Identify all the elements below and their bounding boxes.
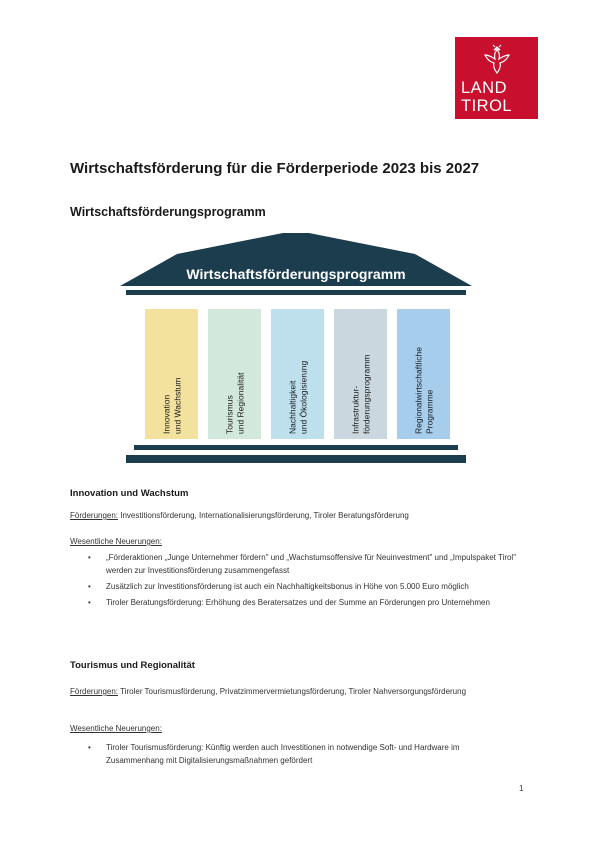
roof-beam (126, 290, 466, 295)
section-neuerungen (70, 535, 530, 548)
pillar-label-line2: und Wachstum (171, 377, 182, 434)
page-subtitle: Wirtschaftsförderungsprogramm (70, 205, 266, 219)
pillar-regionalwirtschaft (397, 309, 450, 439)
section-foerderungen (70, 509, 530, 522)
roof-label: Wirtschaftsförderungsprogramm (186, 266, 406, 282)
eagle-icon (482, 43, 512, 75)
pillar-label-line2: und Regionalität (234, 372, 245, 434)
pillar-label-line1: Infrastruktur- (350, 385, 360, 434)
list-item: • Tiroler Tourismusförderung: Künftig werden auch Investitionen in notwendige Soft- und Hardware im Zusammenhang mit Digitalisierungsmaßnahmen gefördert (88, 743, 460, 765)
program-diagram (120, 231, 472, 465)
bullet-text: Zusätzlich zur Investitionsförderung ist auch ein Nachhaltigkeitsbonus in Höhe von 5.000 Euro möglich (106, 582, 469, 591)
foerderungen-label: Förderungen: (70, 687, 119, 696)
page-number: 1 (519, 784, 524, 793)
page-title: Wirtschaftsförderung für die Förderperiode 2023 bis 2027 (70, 160, 480, 177)
list-item: • Tiroler Beratungsförderung: Erhöhung des Beratersatzes und der Summe an Förderungen pro Unternehmen (88, 598, 490, 607)
pillar-infrastruktur (334, 309, 387, 439)
pillar-nachhaltigkeit (271, 309, 324, 439)
foerderungen-text: Tiroler Tourismusförderung, Privatzimmervermietungsförderung, Tiroler Nahversorgungsförderung (118, 687, 467, 696)
pillar-label-line1: Tourismus (224, 395, 234, 434)
bullet-text: Tiroler Beratungsförderung: Erhöhung des Beratersatzes und der Summe an Förderungen pro Unternehmen (106, 598, 490, 607)
section-heading: Tourismus und Regionalität (70, 660, 195, 671)
base-step-1 (134, 445, 458, 450)
pillar-innovation (145, 309, 198, 439)
base-step-2 (126, 455, 466, 463)
pillar-label-line2: Programme (423, 389, 434, 434)
pillar-label-line1: Innovation (161, 394, 171, 434)
section-heading: Innovation und Wachstum (70, 488, 189, 499)
list-item: • Zusätzlich zur Investitionsförderung ist auch ein Nachhaltigkeitsbonus in Höhe von 5.000 Euro möglich (88, 582, 469, 591)
foerderungen-text: Investitionsförderung, Internationalisierungsförderung, Tiroler Beratungsförderung (118, 511, 409, 520)
section-bullets (88, 741, 518, 770)
neuerungen-label: Wesentliche Neuerungen: (70, 537, 162, 546)
list-item: • „Förderaktionen „Junge Unternehmer fördern" und „Wachstumsoffensive für Neuinvestment" und „Impulspaket Tirol" werden zur Investitionsförderung zusammengefasst (88, 553, 517, 575)
section-neuerungen (70, 722, 530, 735)
section-bullets (88, 551, 518, 612)
roof-top (177, 233, 415, 254)
logo-line-1: LAND (461, 79, 508, 97)
foerderungen-label: Förderungen: (70, 511, 119, 520)
pillar-tourismus (208, 309, 261, 439)
bullet-text: „Förderaktionen „Junge Unternehmer fördern" und „Wachstumsoffensive für Neuinvestment" und „Impulspaket Tirol" werden zur Investitionsförderung zusammengefasst (106, 553, 517, 575)
pillar-label-line2: förderungsprogramm (360, 354, 371, 434)
bullet-text: Tiroler Tourismusförderung: Künftig werden auch Investitionen in notwendige Soft- und Hardware im Zusammenhang mit Digitalisierungsmaßnahmen gefördert (106, 743, 460, 765)
section-foerderungen (70, 685, 530, 698)
land-tirol-logo (455, 37, 538, 119)
pillar-label-line1: Regionalwirtschaftliche (413, 347, 423, 434)
pillar-label-line2: und Ökologisierung (297, 360, 308, 434)
logo-line-2: TIROL (461, 97, 513, 115)
pillar-label-line1: Nachhaltigkeit (287, 380, 297, 434)
neuerungen-label: Wesentliche Neuerungen: (70, 724, 162, 733)
